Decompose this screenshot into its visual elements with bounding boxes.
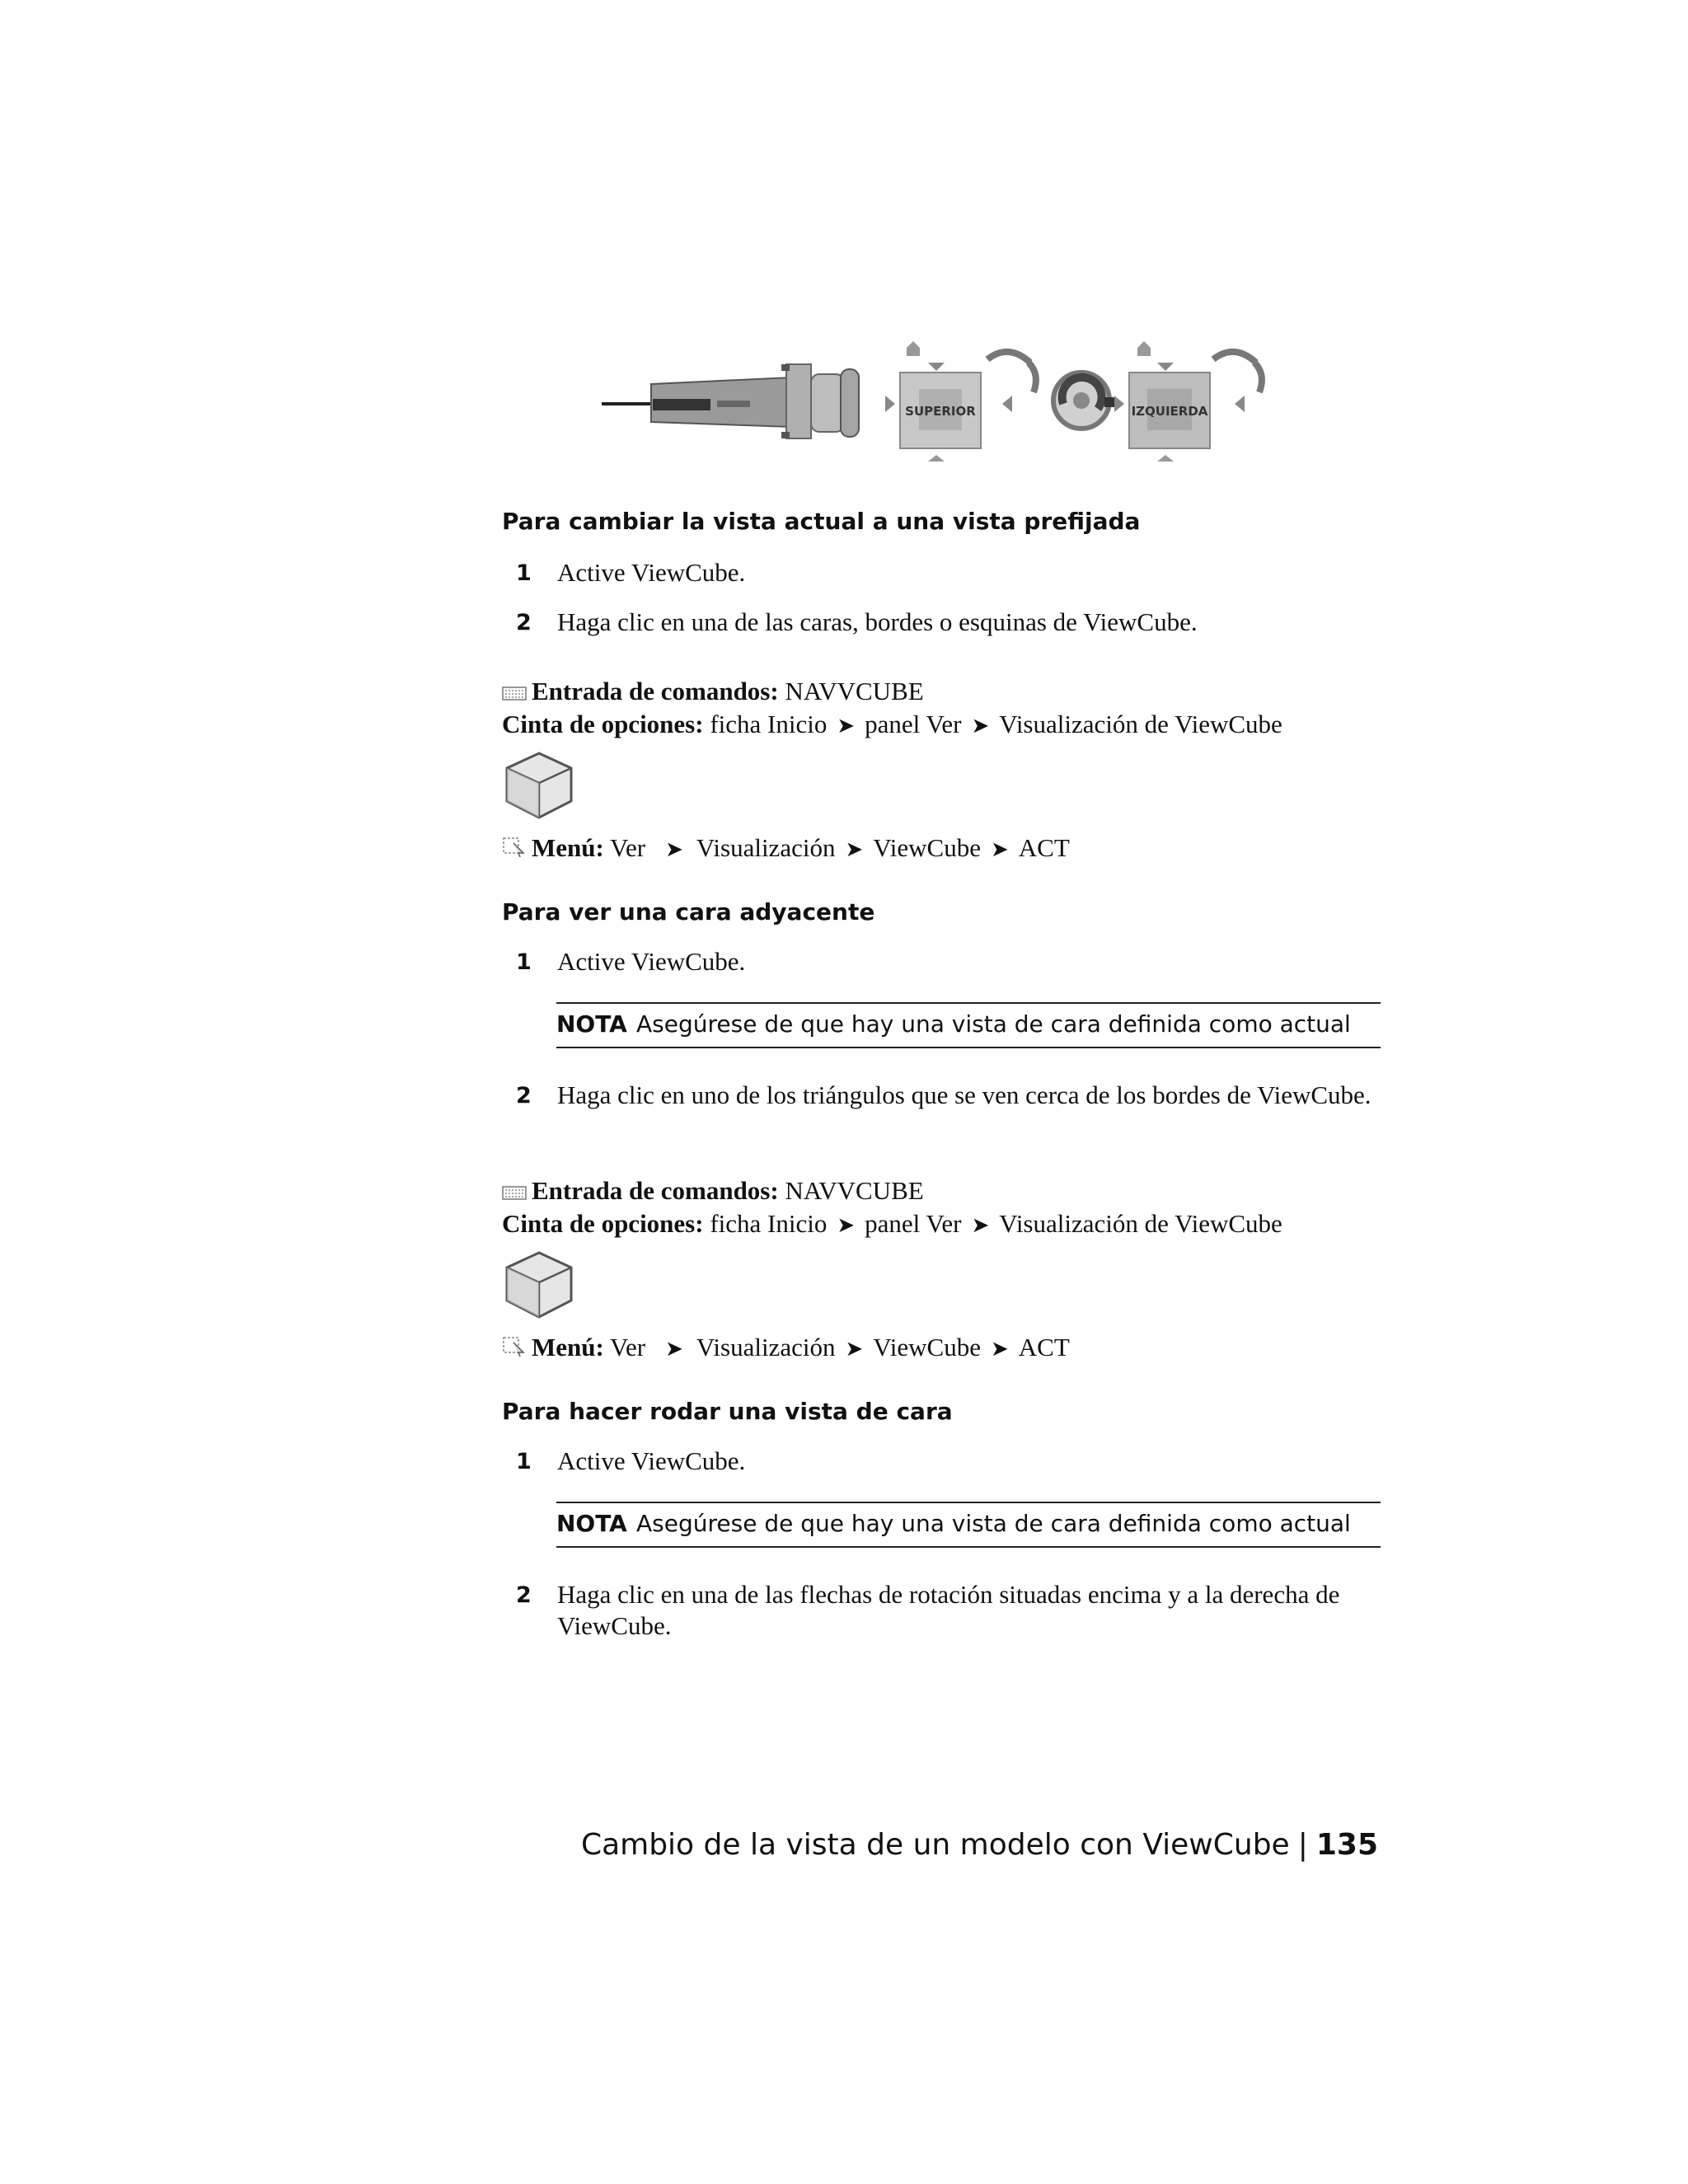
footer-separator: | (1297, 1828, 1308, 1862)
menu-icon (502, 1333, 527, 1365)
viewcube-button-icon (502, 748, 576, 821)
arrow-icon: ➤ (990, 837, 1009, 861)
svg-text:IZQUIERDA: IZQUIERDA (1131, 404, 1208, 419)
ribbon-path (502, 709, 1282, 742)
step-text: Active ViewCube. (557, 947, 746, 976)
note-text: Asegúrese de que hay una vista de cara definida como actual (636, 1510, 1351, 1537)
step-text: Haga clic en uno de los triángulos que se ven cerca de los bordes de ViewCube. (557, 1080, 1372, 1109)
arrow-icon: ➤ (837, 714, 856, 738)
step-number: 1 (516, 949, 532, 975)
step-text: Active ViewCube. (557, 1446, 746, 1475)
ribbon-item: panel Ver (865, 1209, 962, 1238)
svg-text:SUPERIOR: SUPERIOR (905, 404, 976, 419)
viewcube-izquierda (1114, 341, 1262, 462)
arrow-icon: ➤ (971, 714, 990, 738)
menu-item: ACT (1018, 833, 1070, 862)
rotate-icon (1053, 373, 1116, 429)
menu-icon (502, 834, 527, 865)
menu-item: Ver (610, 833, 646, 862)
stylus-illustration (602, 364, 859, 438)
note-box (556, 1002, 1381, 1048)
menu-label: Menú: (532, 1333, 604, 1361)
ribbon-item: Visualización de ViewCube (999, 710, 1282, 738)
step-number: 2 (516, 1083, 532, 1108)
footer-title: Cambio de la vista de un modelo con ViewCube (580, 1828, 1290, 1862)
note-box (556, 1502, 1381, 1548)
menu-path (502, 832, 1070, 865)
step-text: Active ViewCube. (557, 558, 746, 587)
arrow-icon: ➤ (845, 1337, 864, 1361)
menu-path (502, 1332, 1070, 1365)
entry-label: Entrada de comandos: (532, 1176, 779, 1205)
menu-item: Visualización (696, 833, 836, 862)
entry-label: Entrada de comandos: (532, 677, 779, 705)
step-number: 2 (516, 610, 532, 635)
keyboard-icon (502, 677, 527, 709)
step-number: 1 (516, 1449, 532, 1474)
menu-item: Ver (610, 1333, 646, 1361)
menu-item: ViewCube (873, 833, 981, 862)
page-number: 135 (1315, 1828, 1378, 1862)
note-label: NOTA (556, 1010, 627, 1038)
step-number: 2 (516, 1582, 532, 1608)
entry-value: NAVVCUBE (785, 677, 924, 705)
step-text: Haga clic en una de las flechas de rotación situadas encima y a la derecha de ViewCube. (557, 1580, 1340, 1640)
ribbon-label: Cinta de opciones: (502, 710, 704, 738)
ribbon-item: ficha Inicio (710, 710, 828, 738)
arrow-icon: ➤ (665, 1337, 683, 1361)
section-heading: Para cambiar la vista actual a una vista prefijada (502, 508, 1141, 535)
ribbon-item: ficha Inicio (710, 1209, 828, 1238)
page-footer (581, 1828, 1378, 1862)
step-text: Haga clic en una de las caras, bordes o esquinas de ViewCube. (557, 607, 1198, 636)
step-number: 1 (516, 560, 532, 586)
command-entry (502, 676, 924, 709)
section-heading: Para hacer rodar una vista de cara (502, 1398, 953, 1425)
note-label: NOTA (556, 1510, 627, 1537)
keyboard-icon (502, 1177, 527, 1208)
arrow-icon: ➤ (990, 1337, 1009, 1361)
ribbon-path (502, 1208, 1282, 1241)
note-text: Asegúrese de que hay una vista de cara definida como actual (636, 1010, 1351, 1038)
arrow-icon: ➤ (845, 837, 864, 861)
arrow-icon: ➤ (837, 1213, 856, 1237)
ribbon-item: Visualización de ViewCube (999, 1209, 1282, 1238)
arrow-icon: ➤ (971, 1213, 990, 1237)
command-entry (502, 1175, 924, 1208)
menu-item: Visualización (696, 1333, 836, 1361)
viewcube-illustration (593, 330, 1311, 478)
ribbon-label: Cinta de opciones: (502, 1209, 704, 1238)
arrow-icon: ➤ (665, 837, 683, 861)
menu-label: Menú: (532, 833, 604, 862)
entry-value: NAVVCUBE (785, 1176, 924, 1205)
viewcube-button-icon (502, 1248, 576, 1320)
menu-item: ViewCube (873, 1333, 981, 1361)
ribbon-item: panel Ver (865, 710, 962, 738)
viewcube-superior (885, 341, 1036, 462)
viewcube-figure (593, 330, 1311, 478)
menu-item: ACT (1018, 1333, 1070, 1361)
section-heading: Para ver una cara adyacente (502, 898, 875, 926)
